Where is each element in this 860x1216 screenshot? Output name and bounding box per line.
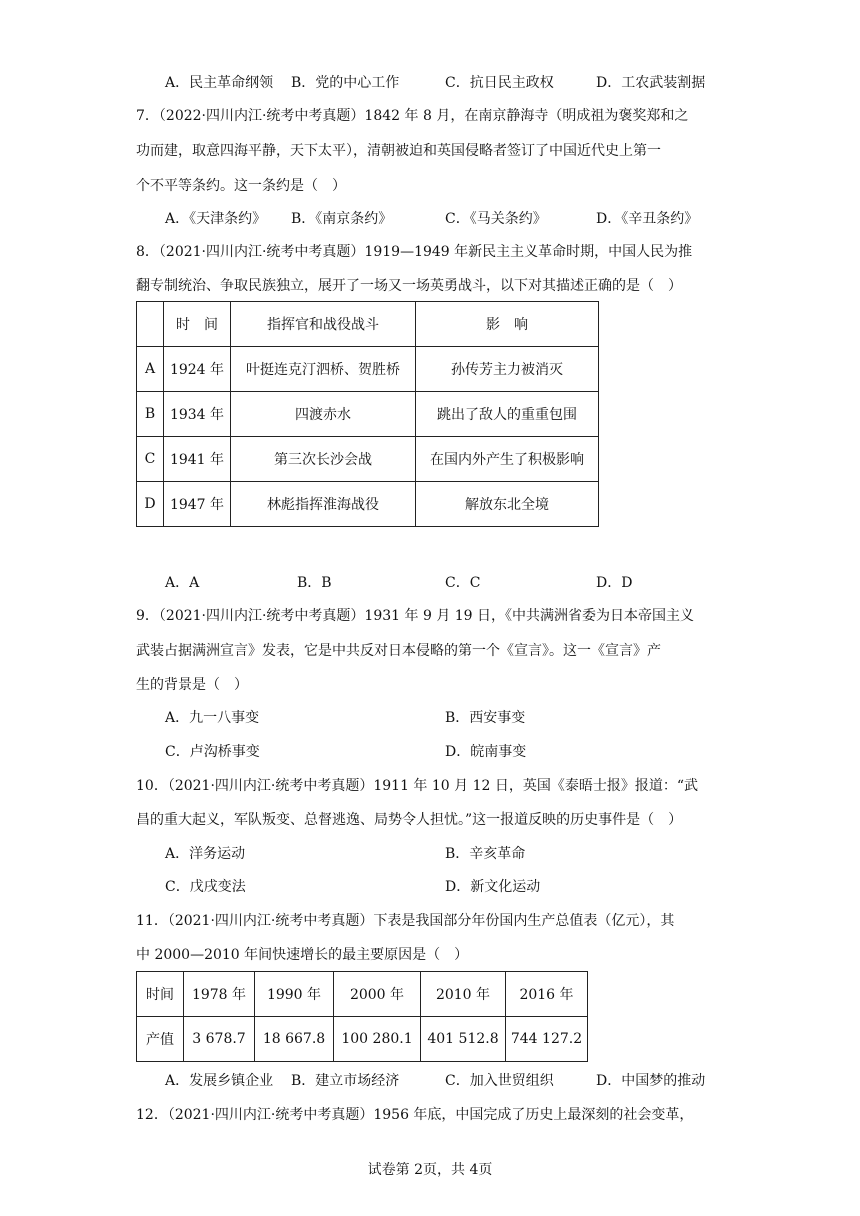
q7-option-d: D．《辛丑条约》 — [596, 211, 699, 227]
table-cell: 1934 年 — [164, 392, 231, 437]
q8-stem-line-1: 8．（2021·四川内江·统考中考真题）1919—1949 年新民主主义革命时期，中国人民为推 — [136, 244, 693, 260]
table-cell — [137, 302, 164, 347]
table-cell: D — [137, 482, 164, 527]
table-row — [137, 972, 588, 1017]
table-cell: 第三次长沙会战 — [231, 437, 416, 482]
q11-option-a: A．发展乡镇企业 — [165, 1073, 274, 1089]
table-row — [137, 1017, 588, 1062]
table-row — [137, 392, 599, 437]
q8-stem-line-2: 翻专制统治、争取民族独立，展开了一场又一场英勇战斗，以下对其描述正确的是（ ） — [136, 278, 682, 294]
table-row — [137, 437, 599, 482]
table-cell: 1990 年 — [255, 972, 334, 1017]
table-cell: 1947 年 — [164, 482, 231, 527]
table-cell: 2010 年 — [421, 972, 506, 1017]
table-cell: 744 127.2 — [506, 1017, 588, 1062]
table-cell: 时 间 — [164, 302, 231, 347]
table-cell: C — [137, 437, 164, 482]
q9-stem-line-3: 生的背景是（ ） — [136, 677, 248, 693]
q9-option-d: D．皖南事变 — [445, 744, 527, 760]
table-cell: 产值 — [137, 1017, 184, 1062]
q11-stem-line-1: 11．（2021·四川内江·统考中考真题）下表是我国部分年份国内生产总值表（亿元），其 — [136, 913, 675, 929]
q10-stem-line-2: 昌的重大起义，军队叛变、总督逃逸、局势令人担忧。”这一报道反映的历史事件是（ ） — [136, 812, 683, 828]
q9-stem-line-2: 武装占据满洲宣言》发表，它是中共反对日本侵略的第一个《宣言》。这一《宣言》产 — [136, 643, 661, 659]
q7-stem-line-3: 个不平等条约。这一条约是（ ） — [136, 178, 346, 194]
table-cell: 1978 年 — [184, 972, 255, 1017]
table-cell: 401 512.8 — [421, 1017, 506, 1062]
table-cell: 在国内外产生了积极影响 — [416, 437, 599, 482]
q7-option-c: C．《马关条约》 — [445, 211, 547, 227]
q10-option-b: B．辛亥革命 — [445, 846, 526, 862]
table-cell: A — [137, 347, 164, 392]
q8-option-a: A．A — [165, 575, 200, 591]
table-cell: 孙传芳主力被消灭 — [416, 347, 599, 392]
q6-option-a: A．民主革命纲领 — [165, 75, 274, 91]
table-header-row — [137, 302, 599, 347]
page-footer: 试卷第 2页，共 4页 — [367, 1162, 493, 1178]
q6-option-b: B．党的中心工作 — [291, 75, 400, 91]
q11-option-d: D．中国梦的推动 — [596, 1073, 706, 1089]
table-cell: 2016 年 — [506, 972, 588, 1017]
q6-option-d: D．工农武装割据 — [596, 75, 706, 91]
table-cell: 3 678.7 — [184, 1017, 255, 1062]
table-row — [137, 482, 599, 527]
q12-stem-line-1: 12．（2021·四川内江·统考中考真题）1956 年底，中国完成了历史上最深刻的社会变革， — [136, 1107, 694, 1123]
q9-option-b: B．西安事变 — [445, 710, 526, 726]
table-cell: 影 响 — [416, 302, 599, 347]
table-cell: 指挥官和战役战斗 — [231, 302, 416, 347]
table-cell: 叶挺连克汀泗桥、贺胜桥 — [231, 347, 416, 392]
q6-option-c: C．抗日民主政权 — [445, 75, 554, 91]
q8-option-d: D．D — [596, 575, 633, 591]
q10-option-d: D．新文化运动 — [445, 879, 541, 895]
q10-stem-line-1: 10．（2021·四川内江·统考中考真题）1911 年 10 月 12 日，英国《泰晤士报》报道：“武 — [136, 778, 699, 794]
q11-table — [136, 971, 588, 1062]
table-cell: 时间 — [137, 972, 184, 1017]
q7-stem-line-1: 7．（2022·四川内江·统考中考真题）1842 年 8 月，在南京静海寺（明成祖为褒奖郑和之 — [136, 108, 689, 124]
q11-stem-line-2: 中 2000—2010 年间快速增长的最主要原因是（ ） — [136, 947, 469, 963]
q7-option-b: B．《南京条约》 — [291, 211, 393, 227]
table-cell: 2000 年 — [334, 972, 421, 1017]
table-cell: B — [137, 392, 164, 437]
q8-table — [136, 301, 599, 527]
q11-option-b: B．建立市场经济 — [291, 1073, 400, 1089]
table-cell: 跳出了敌人的重重包围 — [416, 392, 599, 437]
q10-option-a: A．洋务运动 — [165, 846, 246, 862]
q11-option-c: C．加入世贸组织 — [445, 1073, 554, 1089]
table-cell: 林彪指挥淮海战役 — [231, 482, 416, 527]
table-cell: 解放东北全境 — [416, 482, 599, 527]
q7-stem-line-2: 功而建，取意四海平静，天下太平），清朝被迫和英国侵略者签订了中国近代史上第一 — [136, 143, 661, 159]
table-cell: 100 280.1 — [334, 1017, 421, 1062]
table-row — [137, 347, 599, 392]
table-cell: 18 667.8 — [255, 1017, 334, 1062]
q9-stem-line-1: 9．（2021·四川内江·统考中考真题）1931 年 9 月 19 日，《中共满洲省委为日本帝国主义 — [136, 608, 695, 624]
table-cell: 四渡赤水 — [231, 392, 416, 437]
q9-option-a: A．九一八事变 — [165, 710, 260, 726]
q8-option-b: B．B — [297, 575, 332, 591]
q8-option-c: C．C — [445, 575, 481, 591]
table-cell: 1924 年 — [164, 347, 231, 392]
q9-option-c: C．卢沟桥事变 — [165, 744, 260, 760]
q10-option-c: C．戊戌变法 — [165, 879, 246, 895]
q7-option-a: A．《天津条约》 — [165, 211, 267, 227]
table-cell: 1941 年 — [164, 437, 231, 482]
